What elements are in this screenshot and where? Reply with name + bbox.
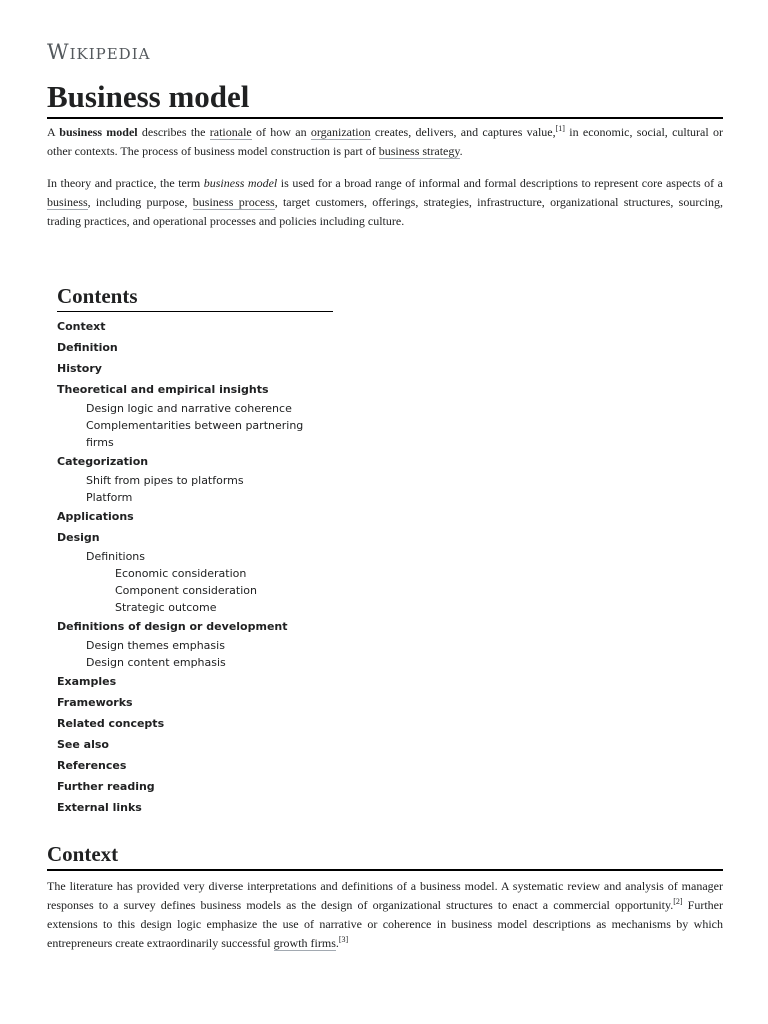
context-text: . xyxy=(335,936,339,950)
toc-link-context[interactable]: Context xyxy=(57,320,106,333)
context-paragraph xyxy=(47,877,723,953)
wikipedia-wordmark[interactable]: Wikipedia xyxy=(47,40,151,64)
toc-subitem xyxy=(57,654,333,671)
toc-subsubitem xyxy=(57,582,333,599)
section-heading-context: Context xyxy=(47,840,723,871)
toc-link-definitions-design-development[interactable]: Definitions of design or development xyxy=(57,620,288,633)
toc-list xyxy=(57,316,333,818)
toc-link-categorization[interactable]: Categorization xyxy=(57,455,149,468)
toc-link-shift-pipes-platforms[interactable]: Shift from pipes to platforms xyxy=(86,474,244,487)
link-growth-firms[interactable]: growth firms xyxy=(273,936,336,950)
table-of-contents xyxy=(57,282,333,818)
toc-link-design-themes-emphasis[interactable]: Design themes emphasis xyxy=(86,639,225,652)
toc-subitem xyxy=(57,417,333,451)
intro-text: . xyxy=(459,144,463,158)
toc-subsubitem xyxy=(57,599,333,616)
italic-term: business model xyxy=(203,176,278,190)
toc-item xyxy=(57,451,333,506)
toc-item xyxy=(57,506,333,527)
toc-link-design-content-emphasis[interactable]: Design content emphasis xyxy=(86,656,226,669)
intro-text: In theory and practice, the term xyxy=(47,176,204,190)
toc-link-definition[interactable]: Definition xyxy=(57,341,118,354)
toc-link-component-consideration[interactable]: Component consideration xyxy=(115,584,257,597)
toc-link-related-concepts[interactable]: Related concepts xyxy=(57,717,165,730)
reference-3[interactable]: [3] xyxy=(338,935,349,944)
intro-paragraph-1 xyxy=(47,123,723,161)
toc-subitem xyxy=(57,472,333,489)
toc-item xyxy=(57,616,333,671)
toc-link-design-logic[interactable]: Design logic and narrative coherence xyxy=(86,402,292,415)
toc-link-references[interactable]: References xyxy=(57,759,127,772)
toc-item xyxy=(57,337,333,358)
toc-item xyxy=(57,671,333,692)
toc-item xyxy=(57,713,333,734)
toc-subitem xyxy=(57,489,333,506)
toc-subitem xyxy=(57,400,333,417)
toc-title: Contents xyxy=(57,282,333,312)
page-title: Business model xyxy=(47,78,723,119)
toc-link-strategic-outcome[interactable]: Strategic outcome xyxy=(115,601,217,614)
link-business-process[interactable]: business process xyxy=(192,195,275,209)
toc-link-theoretical-insights[interactable]: Theoretical and empirical insights xyxy=(57,383,269,396)
link-business-strategy[interactable]: business strategy xyxy=(378,144,460,158)
intro-text: , target customers, offerings, strategies, infrastructure, organizational structures, sourcing, trading practices, and operational processes and policies including culture. xyxy=(47,195,723,228)
toc-sublist xyxy=(57,400,333,451)
intro-text: A xyxy=(47,125,60,139)
toc-item xyxy=(57,776,333,797)
reference-1[interactable]: [1] xyxy=(555,124,565,133)
toc-item xyxy=(57,797,333,818)
link-business[interactable]: business xyxy=(47,195,88,209)
toc-item xyxy=(57,734,333,755)
toc-item xyxy=(57,527,333,616)
toc-subitem xyxy=(57,637,333,654)
toc-link-design[interactable]: Design xyxy=(57,531,100,544)
toc-link-history[interactable]: History xyxy=(57,362,102,375)
toc-link-complementarities[interactable]: Complementarities between partnering firms xyxy=(86,419,304,449)
toc-link-definitions[interactable]: Definitions xyxy=(86,550,145,563)
toc-item xyxy=(57,379,333,451)
toc-link-further-reading[interactable]: Further reading xyxy=(57,780,155,793)
toc-subitem xyxy=(57,548,333,616)
context-text: Further extensions to this design logic emphasize the use of narrative or coherence in business model descriptions as mechanisms by which entrepreneurs create extraordinarily successful xyxy=(47,898,723,950)
toc-item xyxy=(57,755,333,776)
toc-link-external-links[interactable]: External links xyxy=(57,801,142,814)
bold-term: business model xyxy=(59,125,138,139)
toc-link-frameworks[interactable]: Frameworks xyxy=(57,696,133,709)
toc-subsublist xyxy=(57,565,333,616)
toc-item xyxy=(57,316,333,337)
toc-item xyxy=(57,692,333,713)
toc-link-platform[interactable]: Platform xyxy=(86,491,133,504)
intro-text: is used for a broad range of informal and formal descriptions to represent core aspects of a xyxy=(277,176,723,190)
toc-sublist xyxy=(57,472,333,506)
link-organization[interactable]: organization xyxy=(310,125,371,139)
link-rationale[interactable]: rationale xyxy=(209,125,252,139)
toc-link-economic-consideration[interactable]: Economic consideration xyxy=(115,567,247,580)
intro-text: in economic, social, cultural or other contexts. The process of business model construction is part of xyxy=(47,125,723,158)
intro-text: of how an xyxy=(251,125,311,139)
intro-text: , including purpose, xyxy=(87,195,193,209)
toc-link-applications[interactable]: Applications xyxy=(57,510,134,523)
intro-text: creates, delivers, and captures value, xyxy=(370,125,556,139)
toc-sublist xyxy=(57,548,333,616)
toc-link-see-also[interactable]: See also xyxy=(57,738,109,751)
reference-2[interactable]: [2] xyxy=(673,897,683,906)
toc-sublist xyxy=(57,637,333,671)
toc-link-examples[interactable]: Examples xyxy=(57,675,117,688)
toc-subsubitem xyxy=(57,565,333,582)
intro-text: describes the xyxy=(137,125,210,139)
toc-item xyxy=(57,358,333,379)
context-text: The literature has provided very diverse interpretations and definitions of a business model. A systematic review and analysis of manager responses to a survey defines business models as the design of organizational structures to enact a commercial opportunity. xyxy=(47,879,723,912)
intro-paragraph-2 xyxy=(47,174,723,231)
